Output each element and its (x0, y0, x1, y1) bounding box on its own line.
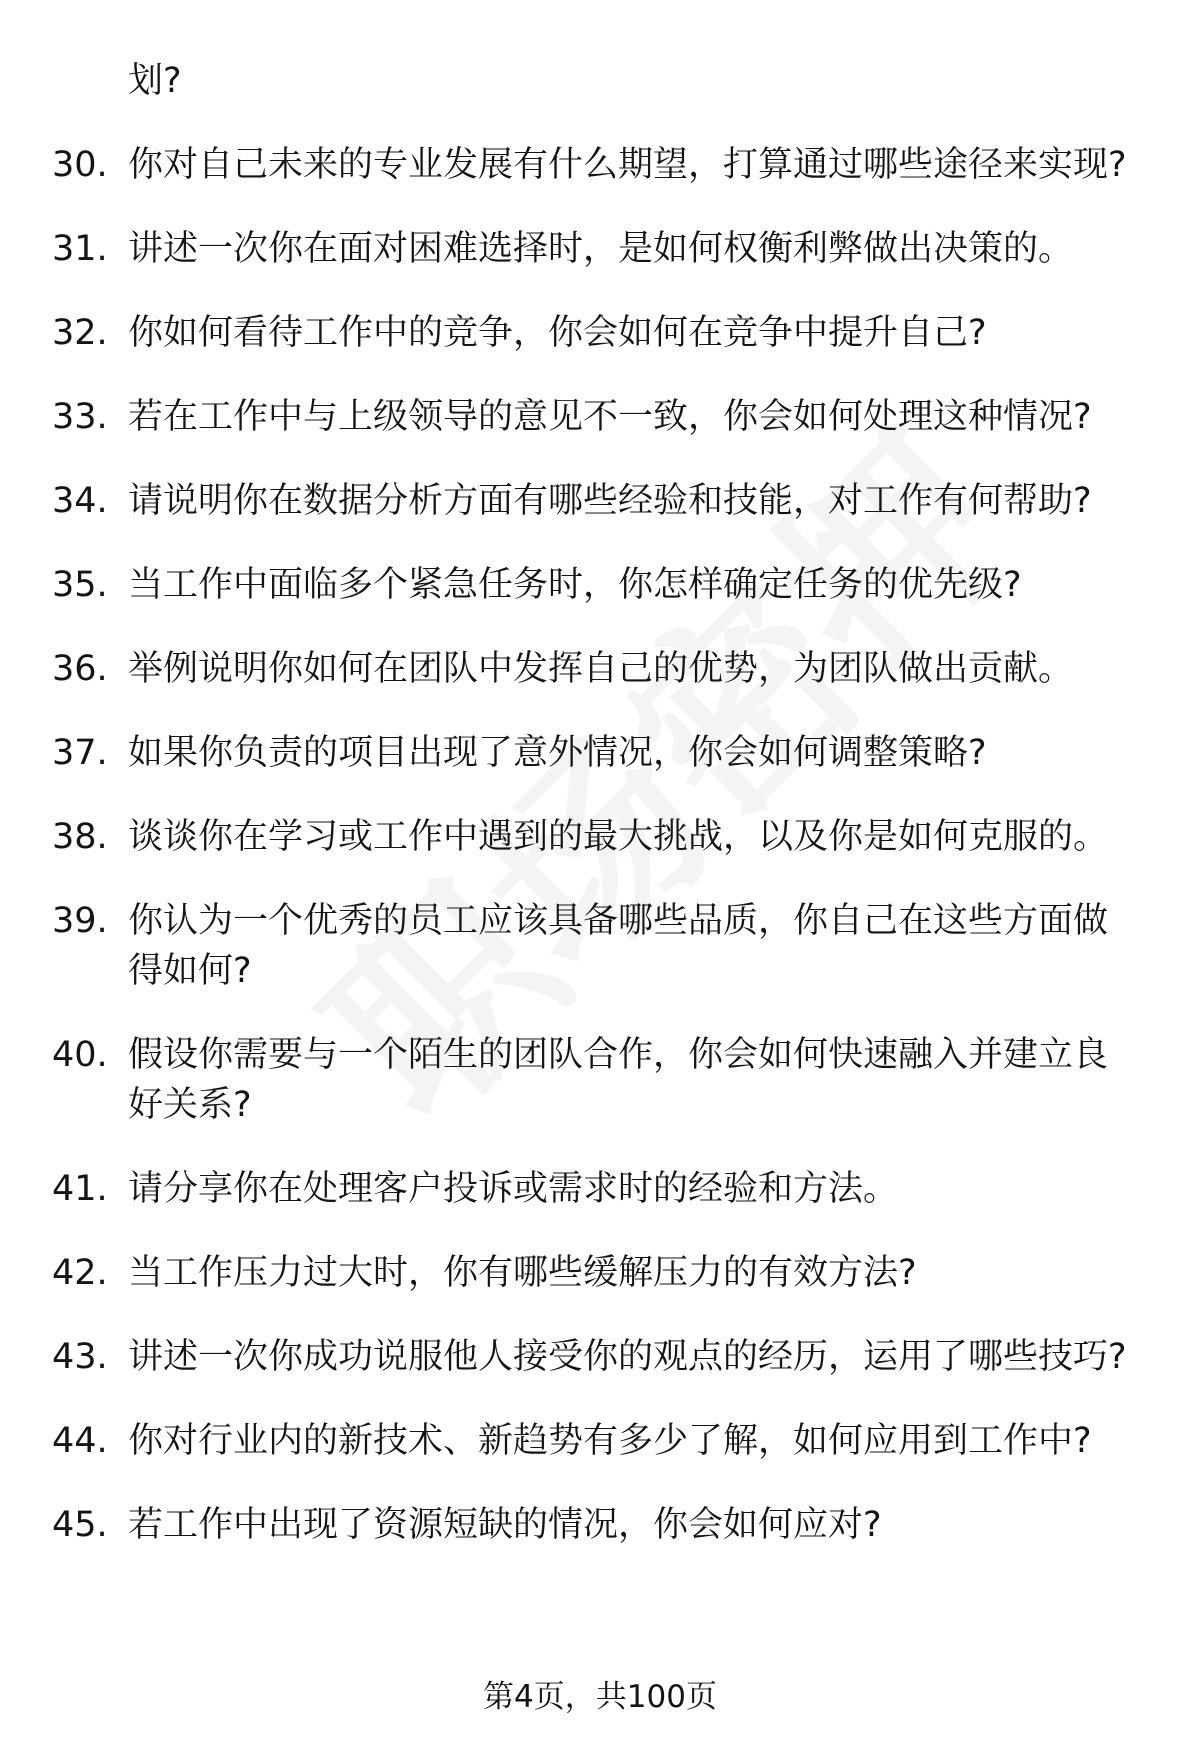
question-item (52, 812, 1152, 862)
question-number: 37. (52, 733, 108, 773)
question-number: 44. (52, 1421, 108, 1461)
question-number: 33. (52, 397, 108, 437)
question-item (52, 1500, 1152, 1550)
question-item (52, 1164, 1152, 1214)
question-item (52, 1416, 1152, 1466)
question-text: 你认为一个优秀的员工应该具备哪些品质，你自己在这些方面做得如何? (128, 901, 1109, 991)
question-item (52, 140, 1152, 190)
question-item (52, 476, 1152, 526)
question-number: 43. (52, 1337, 108, 1377)
question-number: 38. (52, 817, 108, 857)
question-text: 划? (128, 61, 182, 101)
question-text: 讲述一次你成功说服他人接受你的观点的经历，运用了哪些技巧? (128, 1337, 1127, 1377)
question-text: 讲述一次你在面对困难选择时，是如何权衡利弊做出决策的。 (128, 229, 1074, 269)
question-continuation (52, 56, 1152, 106)
question-item (52, 1030, 1152, 1130)
question-text: 你对自己未来的专业发展有什么期望，打算通过哪些途径来实现? (128, 145, 1127, 185)
question-item (52, 896, 1152, 996)
page-footer: 第4页，共100页 (483, 1679, 717, 1715)
question-item (52, 1332, 1152, 1382)
question-item (52, 392, 1152, 442)
question-text: 请说明你在数据分析方面有哪些经验和技能，对工作有何帮助? (128, 481, 1092, 521)
question-text: 谈谈你在学习或工作中遇到的最大挑战，以及你是如何克服的。 (128, 817, 1109, 857)
question-item (52, 224, 1152, 274)
question-text: 你对行业内的新技术、新趋势有多少了解，如何应用到工作中? (128, 1421, 1092, 1461)
question-text: 举例说明你如何在团队中发挥自己的优势，为团队做出贡献。 (128, 649, 1074, 689)
question-text: 假设你需要与一个陌生的团队合作，你会如何快速融入并建立良好关系? (128, 1035, 1109, 1125)
question-number: 35. (52, 565, 108, 605)
question-text: 若工作中出现了资源短缺的情况，你会如何应对? (128, 1505, 882, 1545)
question-item (52, 1248, 1152, 1298)
question-number: 42. (52, 1253, 108, 1293)
question-number: 41. (52, 1169, 108, 1209)
question-number: 40. (52, 1035, 108, 1075)
question-item (52, 308, 1152, 358)
question-number: 34. (52, 481, 108, 521)
question-number: 36. (52, 649, 108, 689)
question-text: 你如何看待工作中的竞争，你会如何在竞争中提升自己? (128, 313, 987, 353)
question-number: 32. (52, 313, 108, 353)
question-text: 若在工作中与上级领导的意见不一致，你会如何处理这种情况? (128, 397, 1092, 437)
question-item (52, 560, 1152, 610)
question-number: 31. (52, 229, 108, 269)
question-number: 45. (52, 1505, 108, 1545)
question-text: 当工作中面临多个紧急任务时，你怎样确定任务的优先级? (128, 565, 1022, 605)
question-number: 39. (52, 901, 108, 941)
question-item (52, 728, 1152, 778)
question-text: 请分享你在处理客户投诉或需求时的经验和方法。 (128, 1169, 899, 1209)
question-item (52, 644, 1152, 694)
question-text: 如果你负责的项目出现了意外情况，你会如何调整策略? (128, 733, 987, 773)
question-text: 当工作压力过大时，你有哪些缓解压力的有效方法? (128, 1253, 917, 1293)
question-number: 30. (52, 145, 108, 185)
